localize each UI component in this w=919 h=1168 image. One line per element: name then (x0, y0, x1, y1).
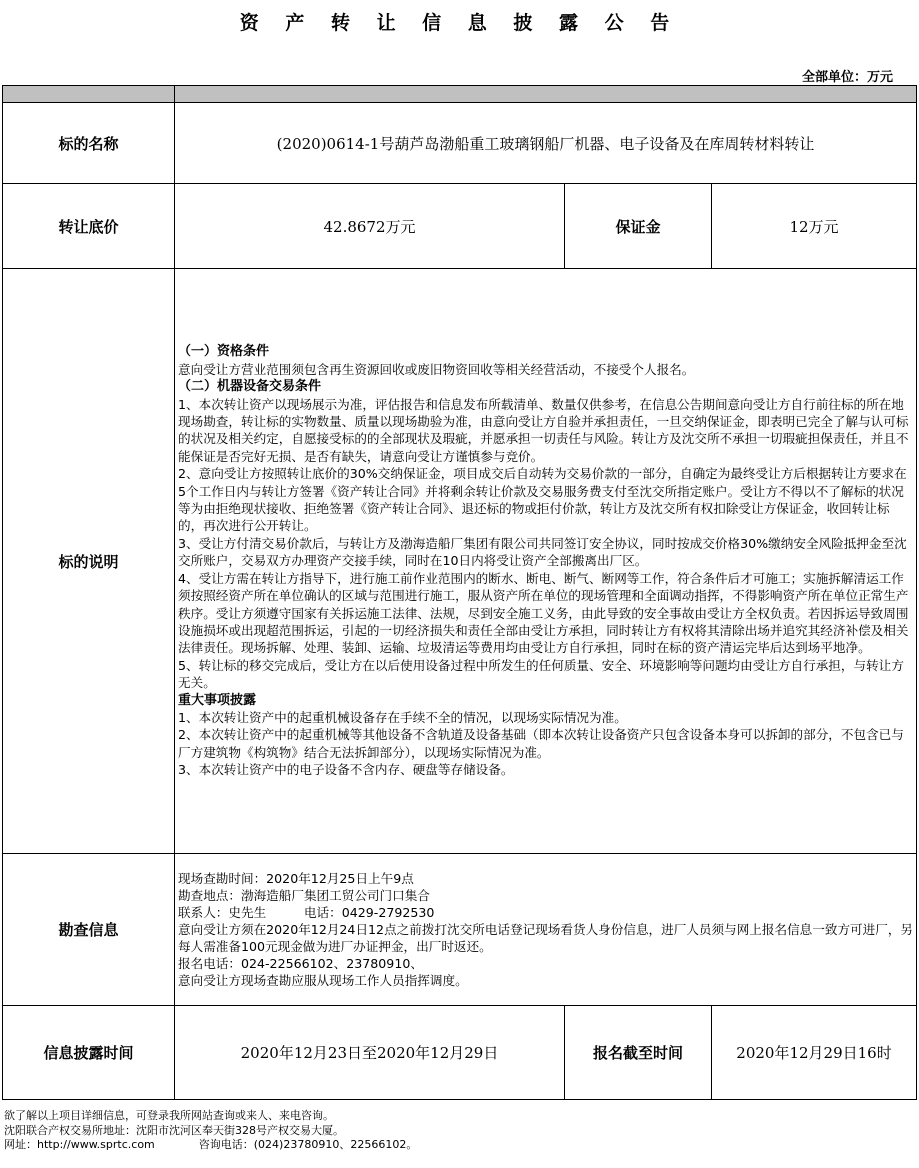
desc-line: （一）资格条件 (178, 344, 270, 360)
desc-line: 4、受让方需在转让方指导下，进行施工前作业范围内的断水、断电、断气、断网等工作，符合条件后才可施工；实施拆解清运工作须按照经资产所在单位确认的区域与范围进行施工，服从资产所在单位的现场管理和全面调动指挥，不得影响资产所在单位正常生产秩序。受让方须遵守国家有关拆运施工法律、法规，尽到安全施工义务，由此导致的安全事故由受让方全权负责。若因拆运导致周围设施损坏或出现超范围拆运，引起的一切经济损失和责任全部由受让方承担，同时转让方有权将其清除出场并追究其经济补偿及相关法律责任。现场拆解、处理、装卸、运输、垃圾清运等费用均由受让方自行承担，同时在标的资产清运完毕后达到场平地净。 (178, 570, 909, 656)
survey-body (175, 854, 917, 1006)
deposit-label: 保证金 (565, 184, 712, 269)
description-label: 标的说明 (3, 269, 175, 854)
footer-line: 沈阳联合产权交易所地址：沈阳市沈河区奉天街328号产权交易大厦。 (4, 1123, 344, 1137)
desc-line: 1、本次转让资产中的起重机械设备存在手续不全的情况，以现场实际情况为准。 (178, 709, 627, 725)
description-body (175, 269, 917, 854)
header-bar (3, 86, 917, 103)
desc-line: 2、意向受让方按照转让底价的30%交纳保证金，项目成交后自动转为交易价款的一部分，自确定为最终受让方后根据转让方要求在5个工作日内与转让方签署《资产转让合同》并将剩余转让价款及交易服务费支付至沈交所指定账户。受让方不得以不了解标的状况等为由拒绝现状接收、拒绝签署《资产转让合同》、退还标的物或拒付价款，转让方及沈交所有权扣除受让方保证金，收回转让标的，再次进行公开转让。 (178, 466, 907, 534)
disclosure-time-label: 信息披露时间 (3, 1006, 175, 1100)
row-survey (3, 854, 917, 1006)
footer-line: 网址：http://www.sprtc.com 咨询电话：(024)23780910、22566102。 (4, 1138, 418, 1151)
footer-notes (4, 1109, 417, 1153)
desc-line: 重大事项披露 (178, 692, 257, 708)
page-title: 资 产 转 让 信 息 披 露 公 告 (239, 12, 680, 34)
row-price (3, 184, 917, 269)
unit-label: 全部单位：万元 (801, 70, 893, 85)
row-description (3, 269, 917, 854)
survey-label: 勘查信息 (3, 854, 175, 1006)
survey-line: 报名电话：024-22566102、23780910、 (178, 956, 423, 971)
desc-line: 3、本次转让资产中的电子设备不含内存、硬盘等存储设备。 (178, 762, 514, 778)
desc-line: （二）机器设备交易条件 (178, 379, 322, 395)
disclosure-table (2, 85, 917, 1100)
desc-line: 5、转让标的移交完成后，受让方在以后使用设备过程中所发生的任何质量、安全、环境影响等问题均由受让方自行承担，与转让方无关。 (178, 657, 904, 691)
target-name-label: 标的名称 (3, 103, 175, 184)
desc-line: 1、本次转让资产以现场展示为准，评估报告和信息发布所载清单、数量仅供参考，在信息公告期间意向受让方自行前往标的所在地现场勘查，转让标的实物数量、质量以现场勘验为准，由意向受让方自验并承担责任，一旦交纳保证金，即表明已完全了解与认可标的状况及相关约定，自愿接受标的的全部现状及瑕疵，并愿承担一切责任与风险。转让方及沈交所不承担一切瑕疵担保责任，并且不能保证是否完好无损、是否有缺失，请意向受让方谨慎参与竞价。 (178, 396, 909, 464)
desc-line: 3、受让方付清交易价款后，与转让方及渤海造船厂集团有限公司共同签订安全协议，同时按成交价格30%缴纳安全风险抵押金至沈交所账户，交易双方办理资产交接手续，同时在10日内将受让资产全部搬离出厂区。 (178, 535, 907, 569)
survey-line: 联系人：史先生 电话：0429-2792530 (178, 905, 435, 920)
deadline-value: 2020年12月29日16时 (712, 1006, 917, 1100)
survey-line: 意向受让方须在2020年12月24日12点之前拨打沈交所电话登记现场看货人身份信息，进厂人员须与网上报名信息一致方可进厂，另每人需准备100元现金做为进厂办证押金，出厂时返还。 (178, 922, 914, 954)
row-time (3, 1006, 917, 1100)
desc-line: 2、本次转让资产中的起重机械等其他设备不含轨道及设备基础（即本次转让设备资产只包含设备本身可以拆卸的部分，不包含已与厂方建筑物《构筑物》结合无法拆卸部分），以现场实际情况为准。 (178, 727, 904, 760)
survey-line: 现场查勘时间：2020年12月25日上午9点 (178, 871, 414, 886)
survey-line: 意向受让方现场查勘应服从现场工作人员指挥调度。 (178, 973, 468, 988)
desc-line: 意向受让方营业范围须包含再生资源回收或废旧物资回收等相关经营活动，不接受个人报名。 (178, 361, 695, 377)
disclosure-time-value: 2020年12月23日至2020年12月29日 (175, 1006, 565, 1100)
price-label: 转让底价 (3, 184, 175, 269)
price-value: 42.8672万元 (175, 184, 565, 269)
row-target-name (3, 103, 917, 184)
deadline-label: 报名截至时间 (565, 1006, 712, 1100)
deposit-value: 12万元 (712, 184, 917, 269)
footer-line: 欲了解以上项目详细信息，可登录我所网站查询或来人、来电咨询。 (4, 1109, 334, 1122)
target-name-value: (2020)0614-1号葫芦岛渤船重工玻璃钢船厂机器、电子设备及在库周转材料转让 (175, 103, 917, 184)
survey-line: 勘查地点：渤海造船厂集团工贸公司门口集合 (178, 888, 430, 903)
